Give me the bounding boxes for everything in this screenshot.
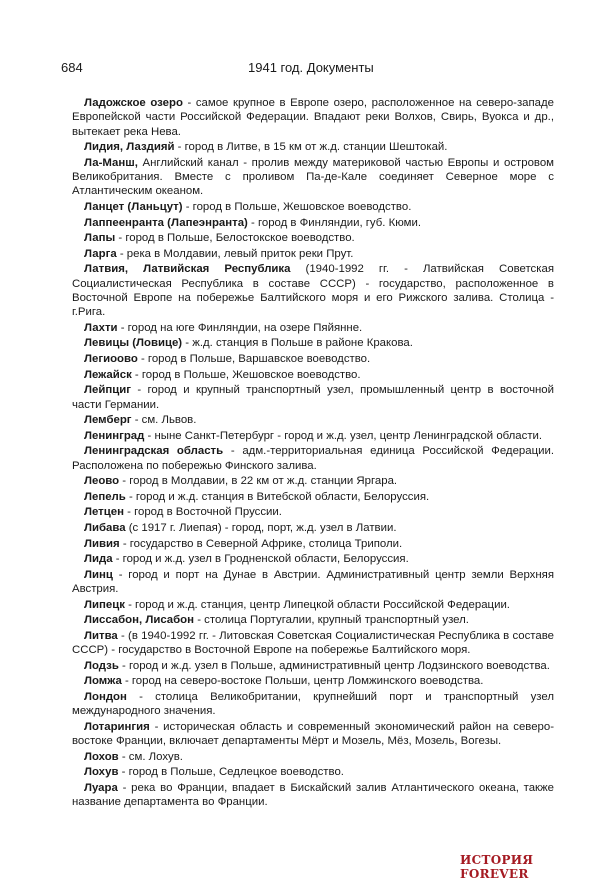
entry-term: Леово xyxy=(84,475,120,488)
entry-term: Лахти xyxy=(84,321,118,334)
entry-text: - город в Польше, Варшавское воеводство. xyxy=(137,353,371,366)
entry-term: Литва xyxy=(84,629,118,642)
entry-term: Ленинград xyxy=(84,429,145,442)
entry-term: Лохув xyxy=(84,766,119,779)
entry-text: - город в Литве, в 15 км от ж.д. станции Шештокай. xyxy=(174,141,448,154)
entry-text: - самое крупное в Европе озеро, расположенное на северо-западе Европейской части Российской Федерации. Впадают реки Волхов, Свирь, Вуокса и др., вытекает река Нева. xyxy=(72,97,554,138)
entry-term: Левицы (Ловице) xyxy=(84,337,183,350)
page-title: 1941 год. Документы xyxy=(248,60,374,75)
entry-text: - город и ж.д. станция в Витебской области, Белоруссия. xyxy=(125,490,430,503)
glossary-entry xyxy=(72,200,554,214)
glossary-entry xyxy=(72,613,554,627)
glossary-entry xyxy=(72,598,554,612)
entry-text: - город и порт на Дунае в Австрии. Административный центр земли Верхняя Австрия. xyxy=(72,568,554,596)
entry-text: - ныне Санкт-Петербург - город и ж.д. узел, центр Ленинградской области. xyxy=(144,429,543,442)
entry-text: - город в Восточной Пруссии. xyxy=(123,506,282,519)
glossary-entry xyxy=(72,629,554,658)
watermark-logo: ИСТОРИЯ FOREVER xyxy=(460,853,534,881)
glossary-entry xyxy=(72,720,554,749)
entry-text: - адм.-территориальная единица Российской Федерации. Расположена по побережью Финского залива. xyxy=(72,445,554,472)
entry-term: Ла-Манш, xyxy=(84,156,138,169)
entry-text: Английский канал - пролив между материковой частью Европы и островом Великобритания. Вместе с проливом Па-де-Кале соединяет Северное море с Атлантическим океаном. xyxy=(72,156,554,198)
page-header xyxy=(0,58,600,78)
entry-term: Легиоово xyxy=(84,353,138,366)
glossary-entry xyxy=(72,413,554,427)
entry-text: - государство в Северной Африке, столица Триполи. xyxy=(119,537,403,550)
entry-text: - город на северо-востоке Польши, центр Ломжинского воеводства. xyxy=(121,675,484,688)
entry-term: Лондон xyxy=(84,690,127,703)
entry-term: Лида xyxy=(84,553,113,566)
entry-term: Ладожское озеро xyxy=(84,97,183,109)
entry-text: - (в 1940-1992 гг. - Литовская Советская Социалистическая Республика в составе СССР) - государство в Восточной Европе на побережье Балтийского моря. xyxy=(72,629,554,657)
entry-text: - город и ж.д. узел в Польше, административный центр Лодзинского воеводства. xyxy=(118,659,550,672)
entry-term: Линц xyxy=(84,568,113,581)
entry-text: (1940-1992 гг. - Латвийская Советская Социалистическая Республика в составе СССР) - государство, расположенное в Восточной Европе на побережье Балтийского моря и его Рижского залива. Столица - г.Рига. xyxy=(72,263,554,319)
entry-term: Лодзь xyxy=(84,659,119,672)
glossary-entry xyxy=(72,552,554,566)
entry-term: Лидия, Лаздияй xyxy=(84,141,175,154)
entry-term: Лотарингия xyxy=(84,720,150,733)
glossary-entry xyxy=(72,674,554,688)
entry-text: - см. Лохув. xyxy=(118,750,183,763)
entry-text: - город в Польше, Жешовское воеводство. xyxy=(131,368,361,381)
glossary-entry xyxy=(72,505,554,519)
glossary-entry xyxy=(72,352,554,366)
entry-term: Лохов xyxy=(84,750,119,763)
entry-text: - город в Польше, Жешовское воеводство. xyxy=(182,200,412,213)
entry-term: Лейпциг xyxy=(84,384,131,397)
glossary-entry xyxy=(72,690,554,719)
entry-term: Ларга xyxy=(84,247,117,260)
glossary-entry xyxy=(72,156,554,199)
glossary-entry xyxy=(72,429,554,443)
entry-text: - город и ж.д. узел в Гродненской области, Белоруссия. xyxy=(112,553,409,566)
entry-text: - город в Финляндии, губ. Кюми. xyxy=(247,216,422,229)
entry-text: - город в Молдавии, в 22 км от ж.д. станции Яргара. xyxy=(119,475,398,488)
entry-text: - река в Молдавии, левый приток реки Прут. xyxy=(116,247,354,260)
entry-term: Луара xyxy=(84,781,118,794)
glossary-entry xyxy=(72,231,554,245)
glossary-entry xyxy=(72,140,554,154)
glossary-entry xyxy=(72,490,554,504)
glossary-entry xyxy=(72,321,554,335)
entry-text: - река во Франции, впадает в Бискайский залив Атлантического океана, также название департамента во Франции. xyxy=(72,781,554,809)
glossary-entry xyxy=(72,537,554,551)
entry-term: Лепель xyxy=(84,490,126,503)
entry-text: - см. Львов. xyxy=(131,414,197,427)
entry-text: - город на юге Финляндии, на озере Пяйянне. xyxy=(117,321,363,334)
glossary-entry xyxy=(72,521,554,535)
entry-term: Липецк xyxy=(84,598,125,611)
entry-text: - город в Польше, Седлецкое воеводство. xyxy=(118,766,344,779)
entry-term: Лиссабон, Лисабон xyxy=(84,614,195,627)
glossary-entry xyxy=(72,568,554,597)
entry-term: Лежайск xyxy=(84,368,132,381)
entry-text: - столица Португалии, крупный транспортный узел. xyxy=(194,614,469,627)
glossary-entry xyxy=(72,96,554,139)
entry-term: Лаппеенранта (Лапеэнранта) xyxy=(84,216,248,229)
glossary-entries xyxy=(72,96,554,811)
entry-text: - город и ж.д. станция, центр Липецкой области Российской Федерации. xyxy=(124,598,510,611)
page-number: 684 xyxy=(61,60,83,75)
glossary-entry xyxy=(72,659,554,673)
entry-term: Латвия, Латвийская Республика xyxy=(84,263,291,276)
entry-text: (с 1917 г. Лиепая) - город, порт, ж.д. узел в Латвии. xyxy=(125,521,397,534)
entry-term: Либава xyxy=(84,521,126,534)
glossary-entry xyxy=(72,247,554,261)
entry-term: Лемберг xyxy=(84,414,132,427)
glossary-entry xyxy=(72,781,554,810)
entry-term: Ломжа xyxy=(84,675,122,688)
glossary-entry xyxy=(72,474,554,488)
entry-text: - ж.д. станция в Польше в районе Кракова. xyxy=(182,337,413,350)
entry-term: Ланцет (Ланьцут) xyxy=(84,200,183,213)
glossary-entry xyxy=(72,368,554,382)
glossary-entry xyxy=(72,262,554,319)
entry-term: Летцен xyxy=(84,506,124,519)
entry-term: Ленинградская область xyxy=(84,445,224,458)
entry-text: - столица Великобритании, крупнейший порт и транспортный узел международного значения. xyxy=(72,690,554,718)
entry-text: - историческая область и современный экономический район на северо-востоке Франции, включает департаменты Мёрт и Мозель, Мёз, Мозель, Вогезы. xyxy=(72,720,554,748)
entry-text: - город в Польше, Белостокское воеводство. xyxy=(115,232,355,245)
glossary-entry xyxy=(72,765,554,779)
entry-text: - город и крупный транспортный узел, промышленный центр в восточной части Германии. xyxy=(72,384,554,411)
glossary-entry xyxy=(72,383,554,412)
entry-term: Лапы xyxy=(84,232,116,245)
glossary-entry xyxy=(72,750,554,764)
entry-term: Ливия xyxy=(84,537,120,550)
glossary-entry xyxy=(72,216,554,230)
glossary-entry xyxy=(72,444,554,473)
glossary-entry xyxy=(72,336,554,350)
